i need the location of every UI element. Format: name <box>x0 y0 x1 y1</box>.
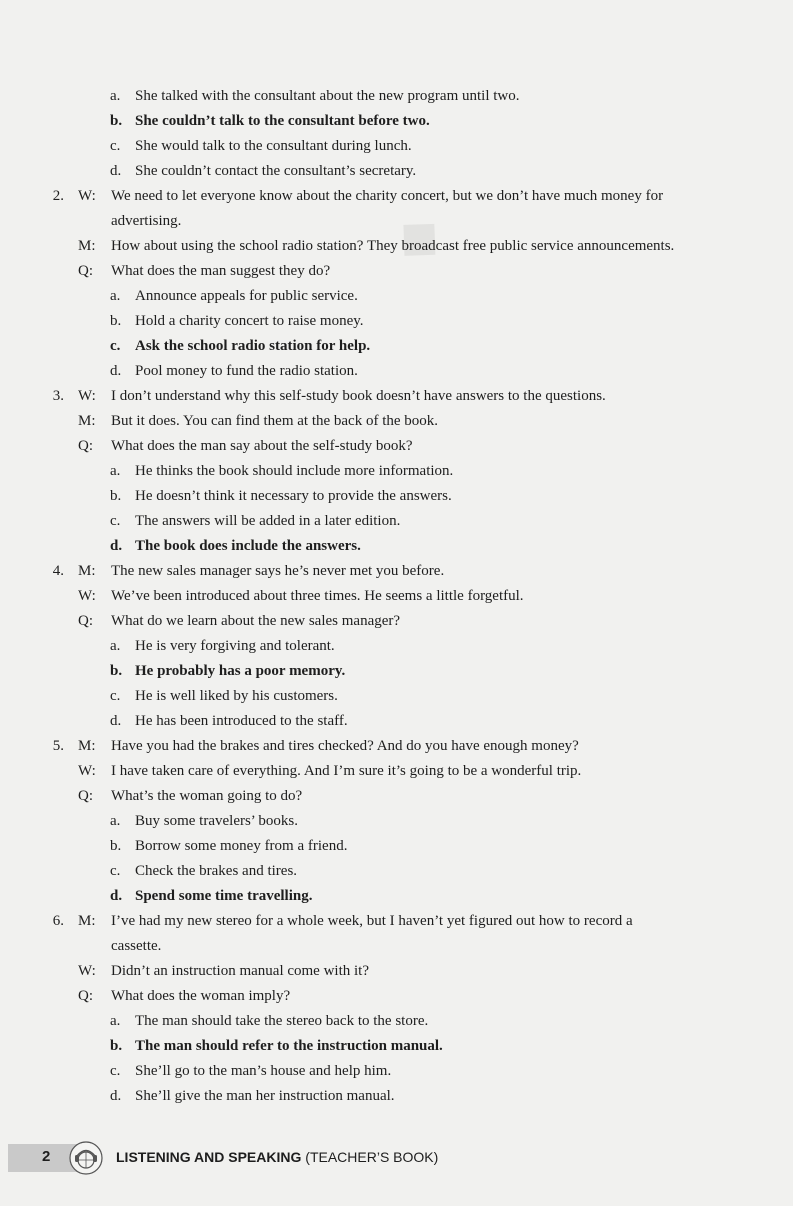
dialogue-continuation <box>0 934 773 959</box>
speaker-label: M: <box>78 563 96 579</box>
option-letter: b. <box>110 838 122 854</box>
dialogue-line <box>0 384 773 409</box>
dialogue-line <box>0 184 773 209</box>
option-letter: b. <box>110 113 123 129</box>
dialogue-text: cassette. <box>111 938 162 954</box>
answer-option <box>0 459 773 484</box>
option-letter: a. <box>110 463 121 479</box>
option-letter: c. <box>110 688 121 704</box>
option-text: He doesn’t think it necessary to provide the answers. <box>135 488 452 504</box>
dialogue-line <box>0 409 773 434</box>
answer-option <box>0 659 773 684</box>
option-letter: b. <box>110 313 122 329</box>
dialogue-line <box>0 909 773 934</box>
option-letter: a. <box>110 638 121 654</box>
option-letter: a. <box>110 288 121 304</box>
headphones-globe-icon <box>68 1140 104 1176</box>
option-text: She would talk to the consultant during lunch. <box>135 138 412 154</box>
book-title-suffix: (TEACHER’S BOOK) <box>301 1149 439 1165</box>
option-text: The answers will be added in a later edition. <box>135 513 401 529</box>
option-text: Pool money to fund the radio station. <box>135 363 358 379</box>
question-number: 5. <box>52 738 64 754</box>
answer-option <box>0 884 773 909</box>
option-letter: a. <box>110 813 121 829</box>
answer-option <box>0 309 773 334</box>
dialogue-text: I’ve had my new stereo for a whole week, but I haven’t yet figured out how to record a <box>111 913 633 929</box>
speaker-label: W: <box>78 963 96 979</box>
option-text: He is very forgiving and tolerant. <box>135 638 335 654</box>
dialogue-line <box>0 584 773 609</box>
dialogue-text: How about using the school radio station? They broadcast free public service announcements. <box>111 238 675 254</box>
option-letter: d. <box>110 163 122 179</box>
answer-option <box>0 334 773 359</box>
question-number: 3. <box>52 388 64 404</box>
correct-answer-text: He probably has a poor memory. <box>135 663 346 679</box>
dialogue-line <box>0 259 773 284</box>
option-letter: b. <box>110 663 123 679</box>
watermark-shape: ■ <box>398 200 440 274</box>
option-text: He thinks the book should include more information. <box>135 463 454 479</box>
answer-option <box>0 359 773 384</box>
speaker-label: M: <box>78 913 96 929</box>
dialogue-line <box>0 434 773 459</box>
answer-option <box>0 509 773 534</box>
dialogue-line <box>0 234 773 259</box>
answer-option <box>0 859 773 884</box>
dialogue-text: We’ve been introduced about three times. He seems a little forgetful. <box>111 588 524 604</box>
speaker-label: W: <box>78 763 96 779</box>
speaker-label: W: <box>78 588 96 604</box>
dialogue-text: Have you had the brakes and tires checked? And do you have enough money? <box>111 738 579 754</box>
dialogue-line <box>0 734 773 759</box>
dialogue-text: Didn’t an instruction manual come with it? <box>111 963 370 979</box>
answer-option <box>0 84 773 109</box>
dialogue-line <box>0 559 773 584</box>
option-letter: c. <box>110 513 121 529</box>
dialogue-text: advertising. <box>111 213 182 229</box>
answer-option <box>0 134 773 159</box>
option-letter: c. <box>110 863 121 879</box>
correct-answer-text: She couldn’t talk to the consultant before two. <box>135 113 430 129</box>
dialogue-text: What’s the woman going to do? <box>111 788 303 804</box>
speaker-label: Q: <box>78 613 93 629</box>
answer-option <box>0 484 773 509</box>
dialogue-line <box>0 784 773 809</box>
option-text: Borrow some money from a friend. <box>135 838 348 854</box>
page-footer <box>8 1140 793 1176</box>
speaker-label: M: <box>78 738 96 754</box>
speaker-label: Q: <box>78 263 93 279</box>
dialogue-text: The new sales manager says he’s never met you before. <box>111 563 445 579</box>
dialogue-line <box>0 959 773 984</box>
dialogue-text: What does the man suggest they do? <box>111 263 331 279</box>
question-number: 6. <box>52 913 64 929</box>
answer-option <box>0 709 773 734</box>
option-letter: a. <box>110 88 121 104</box>
speaker-label: Q: <box>78 788 93 804</box>
option-letter: b. <box>110 1038 123 1054</box>
dialogue-continuation <box>0 209 773 234</box>
dialogue-line <box>0 759 773 784</box>
answer-option <box>0 1084 773 1109</box>
option-text: Hold a charity concert to raise money. <box>135 313 364 329</box>
book-title <box>116 1149 438 1165</box>
correct-answer-text: The book does include the answers. <box>135 538 361 554</box>
speaker-label: W: <box>78 388 96 404</box>
book-title-main: LISTENING AND SPEAKING <box>116 1149 302 1165</box>
option-letter: d. <box>110 1088 122 1104</box>
correct-answer-text: Ask the school radio station for help. <box>135 338 371 354</box>
option-text: He is well liked by his customers. <box>135 688 338 704</box>
option-text: She talked with the consultant about the new program until two. <box>135 88 520 104</box>
dialogue-text: What do we learn about the new sales manager? <box>111 613 401 629</box>
dialogue-text: What does the woman imply? <box>111 988 291 1004</box>
answer-option <box>0 1009 773 1034</box>
answer-option <box>0 634 773 659</box>
correct-answer-text: The man should refer to the instruction manual. <box>135 1038 443 1054</box>
option-letter: c. <box>110 138 121 154</box>
option-letter: c. <box>110 338 121 354</box>
option-letter: a. <box>110 1013 121 1029</box>
option-letter: d. <box>110 888 123 904</box>
option-text: The man should take the stereo back to the store. <box>135 1013 429 1029</box>
option-text: She’ll go to the man’s house and help him. <box>135 1063 392 1079</box>
answer-option <box>0 159 773 184</box>
option-text: Announce appeals for public service. <box>135 288 358 304</box>
dialogue-line <box>0 984 773 1009</box>
dialogue-text: I have taken care of everything. And I’m sure it’s going to be a wonderful trip. <box>111 763 582 779</box>
question-number: 4. <box>52 563 64 579</box>
question-number: 2. <box>52 188 64 204</box>
answer-option <box>0 534 773 559</box>
option-letter: d. <box>110 713 122 729</box>
option-letter: d. <box>110 363 122 379</box>
speaker-label: M: <box>78 413 96 429</box>
dialogue-text: But it does. You can find them at the back of the book. <box>111 413 439 429</box>
dialogue-line <box>0 609 773 634</box>
speaker-label: Q: <box>78 988 93 1004</box>
option-letter: d. <box>110 538 123 554</box>
option-text: He has been introduced to the staff. <box>135 713 348 729</box>
option-text: She couldn’t contact the consultant’s secretary. <box>135 163 417 179</box>
speaker-label: W: <box>78 188 96 204</box>
option-letter: b. <box>110 488 122 504</box>
dialogue-text: We need to let everyone know about the charity concert, but we don’t have much money for <box>111 188 664 204</box>
option-letter: c. <box>110 1063 121 1079</box>
answer-option <box>0 834 773 859</box>
answer-option <box>0 684 773 709</box>
speaker-label: M: <box>78 238 96 254</box>
correct-answer-text: Spend some time travelling. <box>135 888 313 904</box>
dialogue-text: I don’t understand why this self-study book doesn’t have answers to the questions. <box>111 388 606 404</box>
answer-option <box>0 284 773 309</box>
speaker-label: Q: <box>78 438 93 454</box>
option-text: She’ll give the man her instruction manual. <box>135 1088 395 1104</box>
page-number: 2 <box>42 1148 51 1165</box>
answer-option <box>0 109 773 134</box>
answer-option <box>0 1059 773 1084</box>
option-text: Buy some travelers’ books. <box>135 813 299 829</box>
answer-option <box>0 1034 773 1059</box>
dialogue-text: What does the man say about the self-study book? <box>111 438 413 454</box>
option-text: Check the brakes and tires. <box>135 863 298 879</box>
answer-option <box>0 809 773 834</box>
